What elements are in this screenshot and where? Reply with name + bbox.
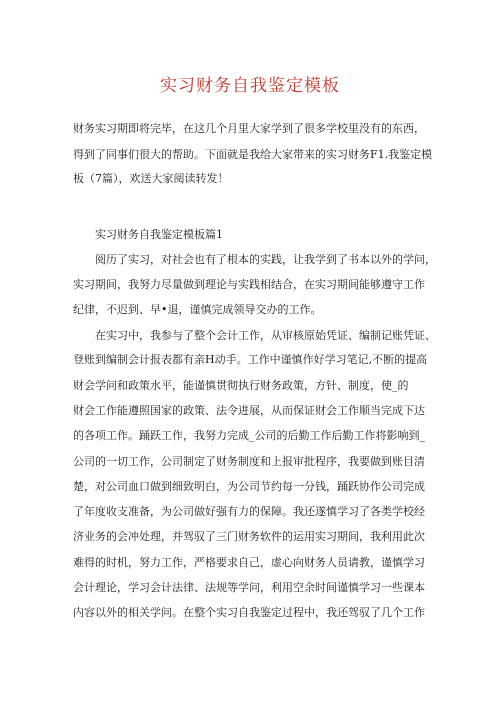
intro-line: 财务实习期即将完毕，在这几个月里大家学到了很多学校里没有的东西， — [73, 122, 425, 135]
paragraph-line: 公司的一切工作，公司制定了财务制度和上报审批程序，我要做到账目清 — [73, 455, 425, 468]
paragraph-line: 财会学问和政策水平，能谨慎贯彻执行财务政策，方针、制度，使_的 — [73, 379, 409, 392]
paragraph-line: 了年度收支准备，为公司做好强有力的保障。我还遂慎学习了各类学校经 — [73, 505, 425, 518]
section-heading: 实习财务自我鉴定模板篇1 — [95, 228, 223, 241]
paragraph-line: 登账到编制会计报表都有亲H动手。工作中谨慎作好学习笔记,不断的提高 — [73, 353, 428, 366]
paragraph-line: 内容以外的相关学问。在整个实习自我鉴定过程中，我还驾驭了几个工作 — [73, 606, 425, 619]
intro-line: 板（7篇），欢送大家阅读转发！ — [73, 172, 229, 185]
paragraph-line: 楚，对公司血口做到细致明白，为公司节约每一分钱，踊跃协作公司完成 — [73, 480, 425, 493]
paragraph-line: 阅历了实习，对社会也有了根本的实践，让我学到了书本以外的学问， — [95, 253, 436, 266]
paragraph-line: 在实习中，我参与了整个会计工作，从审核原始凭证、编制记账凭证、 — [95, 329, 436, 342]
intro-line: 得到了同事们很大的帮助。下面就是我给大家带来的实习财务F1.我鉴定模 — [73, 148, 433, 161]
paragraph-line: 难得的时机，努力工作，严格要求自己，虚心向财务人员请教，谨慎学习 — [73, 556, 425, 569]
paragraph-line: 纪律，不迟到、早•退，谨慎完成领导交办的工作。 — [73, 303, 322, 316]
paragraph-line: 济业务的会冲处理，并驾驭了三门财务软件的运用实习期间，我利用此次 — [73, 530, 425, 543]
paragraph-line: 会计理论，学习会计法律、法规等学问，利用空余时间谨慎学习一些课本 — [73, 581, 425, 594]
paragraph-line: 的各项工作。踊跃工作，我努力完成_公司的后勤工作后勤工作将影响到_ — [73, 429, 425, 442]
document-title: 实习财务自我鉴定模板 — [160, 76, 340, 96]
paragraph-line: 财会工作能遵照国家的政策、法令进展，从而保证财会工作顺当完成下达 — [73, 404, 425, 417]
paragraph-line: 实习期间，我努力尽量做到理论与实践相结合，在实习期间能够遵守工作 — [73, 278, 425, 291]
